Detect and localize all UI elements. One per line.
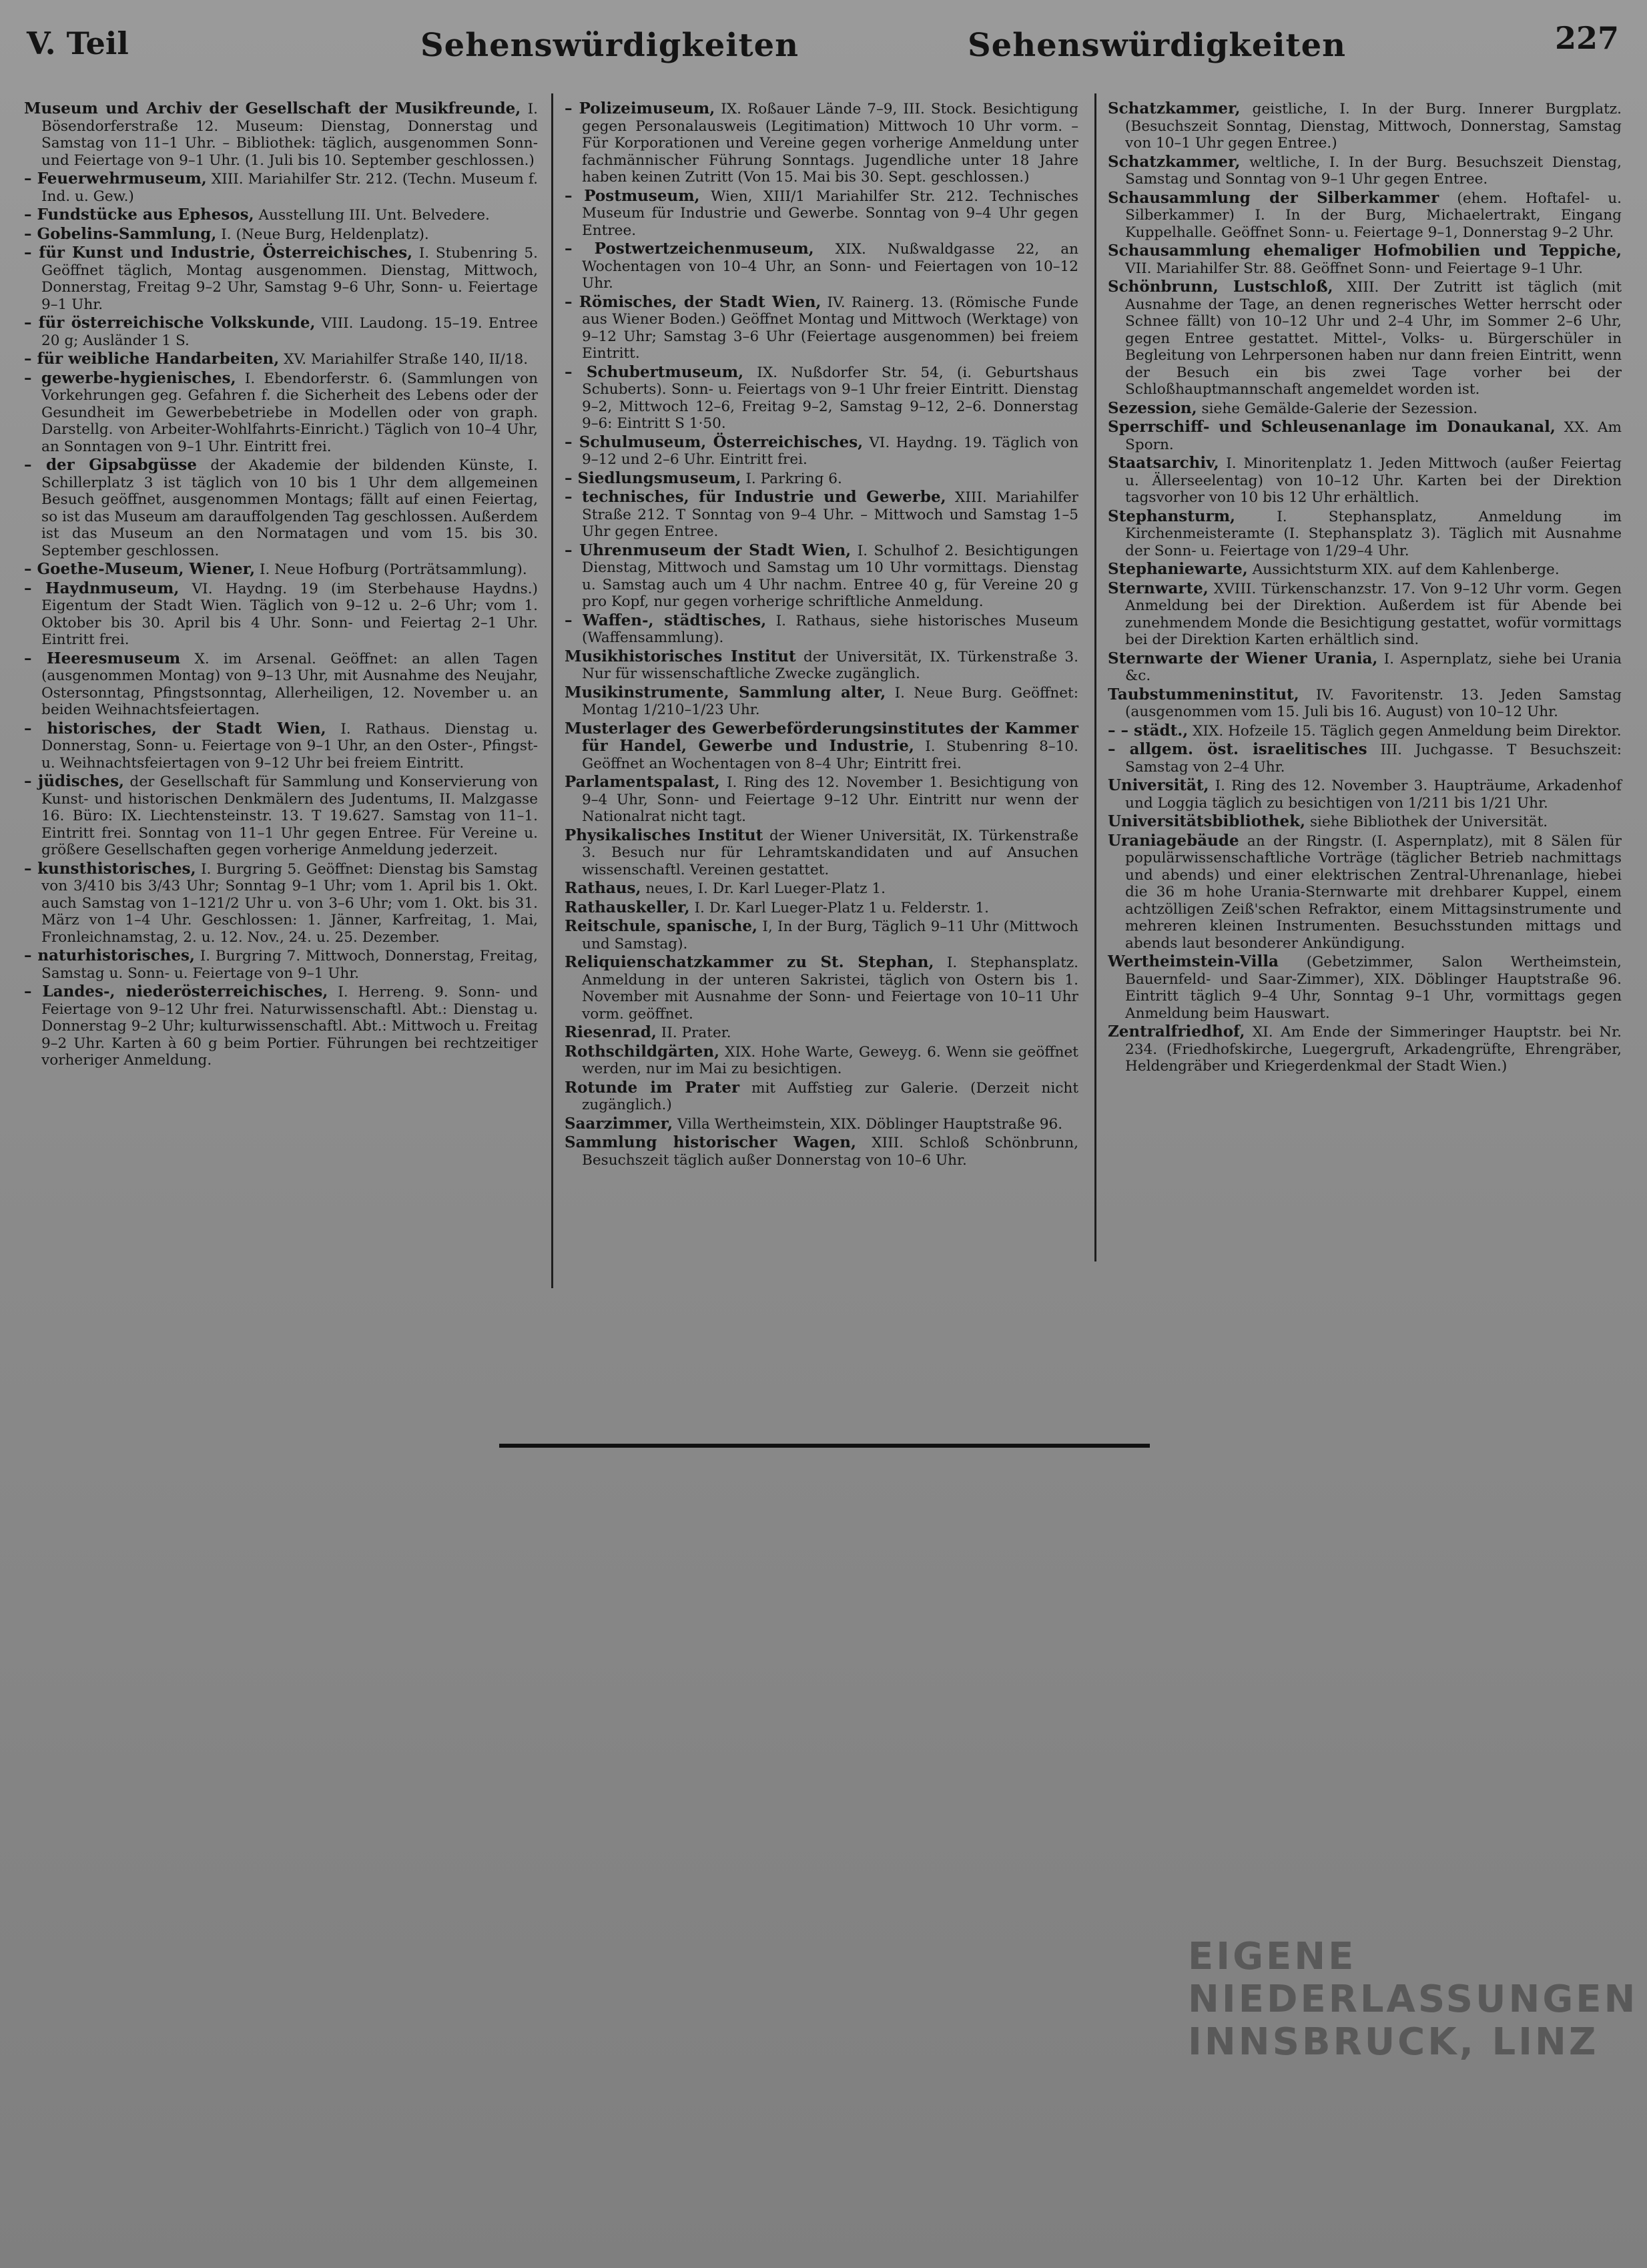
- entry-text: X. im Arsenal. Geöffnet: an allen Tagen (ausgenommen Montag) von 9–13 Uhr, mit Ausnahme des Neujahr, Ostersonntag, Pfingstsonntag, Allerheiligen, 12. November u. an beiden Weihnachtsfeiertagen.: [41, 650, 538, 718]
- entry-keyword: Parlamentspalast,: [565, 773, 720, 791]
- entry-text: I. Ring des 12. November 1. Besichtigung von 9–4 Uhr, Sonn- und Feiertage 9–12 Uhr. Eintritt nur wenn der Nationalrat nicht tagt.: [582, 774, 1078, 825]
- entry: [565, 294, 1078, 362]
- entry: [1108, 777, 1622, 812]
- entry-keyword: – Fundstücke aus Ephesos,: [24, 206, 254, 224]
- entry: [1108, 686, 1622, 721]
- column-divider-2: [1094, 93, 1096, 1261]
- entry-text: IV. Rainerg. 13. (Römische Funde aus Wiener Boden.) Geöffnet Montag und Mittwoch (Werktage) von 9–12 Uhr; Samstag 3–6 Uhr (Feiertage ausgenommen) bei freiem Eintritt.: [582, 294, 1078, 362]
- entry-text: neues, I. Dr. Karl Lueger-Platz 1.: [641, 880, 886, 897]
- entry-keyword: Reitschule, spanische,: [565, 917, 758, 935]
- entry-text: IX. Nußdorfer Str. 54, (i. Geburtshaus Schuberts). Sonn- u. Feiertags von 9–1 Uhr freier Eintritt. Dienstag 9–2, Mittwoch 12–6, Freitag 9–2, Samstag 9–12, 2–6. Donnerstag 9–6: Eintritt S 1·50.: [582, 364, 1078, 432]
- entry-keyword: Sezession,: [1108, 398, 1197, 417]
- entry-text: I. Rathaus, siehe historisches Museum (Waffensammlung).: [582, 612, 1078, 646]
- entry-text: siehe Bibliothek der Universität.: [1305, 814, 1548, 830]
- entry-text: siehe Gemälde-Galerie der Sezession.: [1197, 400, 1478, 417]
- entry-keyword: Musikhistorisches Institut: [565, 647, 796, 665]
- entry-text: I. Dr. Karl Lueger-Platz 1 u. Felderstr. 1.: [689, 899, 989, 916]
- entry-keyword: Rathaus,: [565, 879, 641, 897]
- entry-keyword: – historisches, der Stadt Wien,: [24, 719, 326, 738]
- entry-text: VI. Haydng. 19 (im Sterbehause Haydns.) Eigentum der Stadt Wien. Täglich von 9–12 u. 2–6 Uhr; vom 1. Oktober bis 30. April bis 4 Uhr. Sonn- und Feiertag 2–1 Uhr. Eintritt frei.: [41, 580, 538, 648]
- entry: [1108, 242, 1622, 277]
- entry-text: I. Neue Burg. Geöffnet: Montag 1/210–1/23 Uhr.: [582, 684, 1078, 718]
- entry-text: I. Schulhof 2. Besichtigungen Dienstag, Mittwoch und Samstag um 10 Uhr vormittags. Dienstag u. Samstag auch um 4 Uhr nachm. Entree 40 g, für Vereine 20 g pro Kopf, nur gegen vorherige schriftliche Anmeldung.: [582, 542, 1079, 610]
- entry-text: XIX. Hofzeile 15. Täglich gegen Anmeldung beim Direktor.: [1188, 722, 1622, 740]
- entry-text: I. Minoritenplatz 1. Jeden Mittwoch (außer Feiertag u. Ällerseelentag) von 10–12 Uhr. Karten bei der Direktion tagsvorher von 10 bis 12 Uhr erhältlich.: [1125, 455, 1622, 506]
- entry: [1108, 154, 1622, 188]
- entry-text: der Universität, IX. Türkenstraße 3. Nur für wissenschaftliche Zwecke zugänglich.: [582, 648, 1078, 682]
- entry: [565, 774, 1078, 826]
- entry-keyword: Rotunde im Prater: [565, 1078, 740, 1097]
- entry: [24, 947, 538, 982]
- entry-text: I. Bösendorferstraße 12. Museum: Dienstag, Donnerstag und Samstag von 11–1 Uhr. – Bibliothek: täglich, ausgenommen Sonn- und Feiertage von 9–1 Uhr. (1. Juli bis 10. September geschlossen.): [41, 101, 538, 169]
- entry-keyword: Staatsarchiv,: [1108, 454, 1219, 472]
- entry-keyword: – Waffen-, städtisches,: [565, 611, 767, 629]
- entry: [1108, 278, 1622, 398]
- entry-keyword: – Siedlungsmuseum,: [565, 469, 741, 487]
- entry-text: I. Neue Hofburg (Porträtsammlung).: [255, 561, 527, 578]
- entry-keyword: Physikalisches Institut: [565, 826, 763, 844]
- entry: [24, 561, 538, 579]
- entry-text: I. Stephansplatz, Anmeldung im Kirchenmeisteramte (I. Stephansplatz 3). Täglich mit Ausnahme der Sonn- u. Feiertage von 1/29–4 Uhr.: [1125, 508, 1622, 559]
- entry-keyword: Schausammlung ehemaliger Hofmobilien und Teppiche,: [1108, 242, 1622, 260]
- entry-text: II. Prater.: [656, 1025, 731, 1041]
- entry-text: XV. Mariahilfer Straße 140, II/18.: [279, 351, 529, 368]
- entry-keyword: Sternwarte der Wiener Urania,: [1108, 649, 1378, 667]
- entry-keyword: Stephaniewarte,: [1108, 560, 1248, 578]
- entry-text: Villa Wertheimstein, XIX. Döblinger Hauptstraße 96.: [673, 1115, 1063, 1133]
- entry-keyword: Uraniagebäude: [1108, 831, 1239, 850]
- entry-text: an der Ringstr. (I. Aspernplatz), mit 8 Sälen für populärwissenschaftliche Vorträge (täglicher Betrieb nachmittags und abends) und einer elektrischen Zentral-Uhrenanlage, hiebei die 36 m hohe Urania-Sternwarte mit drehbarer Kuppel, einem achtzölligen Zeiß'schen Refraktor, einem Mittagsinstrumente und mehreren kleinen Instrumenten. Besuchsstunden mittags und abends laut besonderer Ankündigung.: [1125, 832, 1622, 952]
- entry: [24, 650, 538, 719]
- entry-keyword: – Polizeimuseum,: [565, 99, 715, 117]
- entry: [1108, 832, 1622, 952]
- entry-keyword: Universitätsbibliothek,: [1108, 812, 1306, 830]
- entry-keyword: – technisches, für Industrie und Gewerbe,: [565, 488, 946, 506]
- entry: [565, 470, 1078, 488]
- entry-text: XIII. Mariahilfer Str. 212. (Techn. Museum f. Ind. u. Gew.): [41, 171, 538, 205]
- entry: [565, 684, 1078, 719]
- entry-text: der Wiener Universität, IX. Türkenstraße 3. Besuch nur für Lehramtskandidaten und auf Ansuchen wissenschaftl. Vereinen gestattet.: [582, 827, 1078, 878]
- entry: [1108, 508, 1622, 560]
- entry-keyword: Museum und Archiv der Gesellschaft der Musikfreunde,: [24, 99, 521, 117]
- entry-keyword: Wertheimstein-Villa: [1108, 952, 1279, 970]
- entry-keyword: Universität,: [1108, 776, 1209, 794]
- entry-keyword: Rathauskeller,: [565, 898, 690, 916]
- entry-keyword: Schatzkammer,: [1108, 99, 1241, 117]
- entry-text: I. Parkring 6.: [741, 470, 842, 487]
- entry: [1108, 741, 1622, 776]
- entry-keyword: – Postmuseum,: [565, 186, 700, 205]
- entry-keyword: – – städt.,: [1108, 721, 1189, 740]
- entry-keyword: – für österreichische Volkskunde,: [24, 314, 316, 332]
- entry-text: I. Burgring 7. Mittwoch, Donnerstag, Freitag, Samstag u. Sonn- u. Feiertage von 9–1 Uhr.: [41, 948, 538, 982]
- entry-keyword: – für weibliche Handarbeiten,: [24, 350, 280, 368]
- entry: [24, 314, 538, 349]
- running-title-left: Sehenswürdigkeiten: [420, 27, 799, 64]
- entry-keyword: – Römisches, der Stadt Wien,: [565, 292, 821, 311]
- entry-keyword: Riesenrad,: [565, 1023, 657, 1041]
- entry-text: mit Auffstieg zur Galerie. (Derzeit nicht zugänglich.): [582, 1079, 1078, 1113]
- entry-keyword: – kunsthistorisches,: [24, 859, 196, 878]
- entry: [1108, 580, 1622, 649]
- page-number: 227: [1555, 20, 1620, 56]
- entry-text: XVIII. Türkenschanzstr. 17. Von 9–12 Uhr vorm. Gegen Anmeldung bei der Direktion. Außerdem ist für Abende bei zunehmendem Monde die Besichtigung gestattet, wofür vormittags bei der Direktion Karten erhältlich sind.: [1125, 580, 1622, 648]
- entry: [565, 1079, 1078, 1114]
- entry: [565, 648, 1078, 683]
- part-label: V. Teil: [27, 25, 129, 61]
- entry-text: (ehem. Hoftafel- u. Silberkammer) I. In der Burg, Michaelertrakt, Eingang Kuppelhalle. Geöffnet Sonn- u. Feiertage 9–1, Donnerstag 9–2 Uhr.: [1125, 190, 1622, 241]
- entry: [24, 350, 538, 368]
- entry-keyword: – der Gipsabgüsse: [24, 456, 197, 474]
- entry: [1108, 813, 1622, 831]
- entry: [24, 226, 538, 244]
- entry-keyword: – Haydnmuseum,: [24, 579, 180, 597]
- entry-keyword: Sternwarte,: [1108, 579, 1209, 597]
- entry: [565, 364, 1078, 433]
- column-divider-1: [551, 93, 553, 1288]
- entry: [1108, 455, 1622, 507]
- entry-keyword: – naturhistorisches,: [24, 946, 195, 964]
- entry: [1108, 953, 1622, 1022]
- entry: [565, 1024, 1078, 1042]
- entry: [565, 434, 1078, 469]
- entry: [24, 370, 538, 456]
- entry-text: IX. Roßauer Lände 7–9, III. Stock. Besichtigung gegen Personalausweis (Legitimation) Mittwoch 10 Uhr vorm. – Für Korporationen und Vereine gegen vorherige Anmeldung unter fachmännischer Führung Sonntags. Jugendliche unter 18 Jahre haben keinen Zutritt (Von 15. Mai bis 30. Sept. geschlossen.): [582, 101, 1079, 186]
- entry-keyword: Sperrschiff- und Schleusenanlage im Donaukanal,: [1108, 418, 1556, 436]
- entry-keyword: – Feuerwehrmuseum,: [24, 170, 207, 188]
- entry-text: I. (Neue Burg, Heldenplatz).: [216, 226, 429, 243]
- entry: [565, 827, 1078, 879]
- entry: [24, 580, 538, 649]
- running-title-right: Sehenswürdigkeiten: [968, 27, 1347, 64]
- entry-text: XI. Am Ende der Simmeringer Hauptstr. bei Nr. 234. (Friedhofskirche, Luegergruft, Arkadengrüfte, Ehrengräber, Heldengräber und Kriegerdenkmal der Stadt Wien.): [1125, 1024, 1622, 1075]
- column-1: [24, 100, 538, 1071]
- entry-keyword: – Schulmuseum, Österreichisches,: [565, 433, 864, 451]
- entry: [1108, 1023, 1622, 1075]
- entry-keyword: Musikinstrumente, Sammlung alter,: [565, 683, 886, 701]
- page-header: [0, 20, 1647, 67]
- entry-text: XIII. Mariahilfer Straße 212. T Sonntag von 9–4 Uhr. – Mittwoch und Samstag 1–5 Uhr gegen Entree.: [582, 489, 1078, 540]
- entry: [1108, 190, 1622, 242]
- entry: [565, 188, 1078, 240]
- entry-text: Wien, XIII/1 Mariahilfer Str. 212. Technisches Museum für Industrie und Gewerbe. Sonntag von 9–4 Uhr gegen Entree.: [582, 188, 1078, 239]
- entry: [565, 880, 1078, 898]
- entry: [24, 983, 538, 1069]
- entry-keyword: Saarzimmer,: [565, 1114, 673, 1133]
- entry-keyword: – Uhrenmuseum der Stadt Wien,: [565, 541, 852, 559]
- entry-keyword: Zentralfriedhof,: [1108, 1023, 1245, 1041]
- entry-keyword: – jüdisches,: [24, 772, 125, 790]
- entry-text: III. Juchgasse. T Besuchszeit: Samstag von 2–4 Uhr.: [1125, 742, 1622, 776]
- entry: [565, 954, 1078, 1023]
- entry-keyword: – für Kunst und Industrie, Österreichisches,: [24, 244, 413, 262]
- entry-keyword: Rothschildgärten,: [565, 1042, 720, 1061]
- entry: [565, 1043, 1078, 1078]
- entry-text: XIII. Der Zutritt ist täglich (mit Ausnahme der Tage, an denen regnerisches Wetter herrscht oder Schnee fällt) von 10–12 Uhr und 2–4 Uhr, im Sommer 2–6 Uhr, gegen Entree gestattet. Mittel-, Volks- u. Bürgerschüler in Begleitung von Lehrpersonen haben nur dann freien Eintritt, wenn der Besuch ein bis zwei Tage vorher bei der Schloßhauptmannschaft angemeldet worden ist.: [1125, 279, 1622, 398]
- section-rule: [499, 1444, 1150, 1448]
- entry: [1108, 418, 1622, 453]
- entry-text: geistliche, I. In der Burg. Innerer Burgplatz. (Besuchszeit Sonntag, Dienstag, Mittwoch, Donnerstag, Samstag von 10–1 Uhr gegen Entree.): [1125, 101, 1622, 152]
- entry: [24, 720, 538, 772]
- column-3: [1108, 100, 1622, 1077]
- entry: [24, 244, 538, 313]
- entry: [565, 1115, 1078, 1133]
- column-2: [565, 100, 1078, 1170]
- entry-text: XX. Am Sporn.: [1125, 419, 1622, 453]
- entry-text: I. Ring des 12. November 3. Haupträume, Arkadenhof und Loggia täglich zu besichtigen von 1/211 bis 1/21 Uhr.: [1125, 778, 1622, 812]
- entry-text: Aussichtsturm XIX. auf dem Kahlenberge.: [1247, 561, 1560, 578]
- entry-text: der Gesellschaft für Sammlung und Konservierung von Kunst- und historischen Denkmälern des Judentums, II. Malzgasse 16. Büro: IX. Liechtensteinstr. 13. T 19.627. Samstag von 11–1. Eintritt frei. Sonntag von 11–1 Uhr gegen Entree. Für Vereine u. größere Gesellschaften gegen vorherige Anmeldung jederzeit.: [41, 774, 539, 858]
- entry-text: IV. Favoritenstr. 13. Jeden Samstag (ausgenommen vom 15. Juli bis 16. August) von 10–12 Uhr.: [1125, 686, 1622, 720]
- entry-text: I. Rathaus. Dienstag u. Donnerstag, Sonn- u. Feiertage von 9–1 Uhr, an den Oster-, Pfingst- u. Weihnachtsfeiertagen von 9–12 Uhr bei freiem Eintritt.: [41, 720, 538, 772]
- entry: [24, 773, 538, 859]
- entry-keyword: Schausammlung der Silberkammer: [1108, 188, 1439, 207]
- entry-text: I. Herreng. 9. Sonn- und Feiertage von 9–12 Uhr frei. Naturwissenschaftl. Abt.: Dienstag u. Donnerstag 9–2 Uhr; kulturwissenschaftl. Abt.: Mittwoch u. Freitag 9–2 Uhr. Karten à 60 g beim Portier. Führungen bei rechtzeitiger vorheriger Anmeldung.: [41, 984, 538, 1069]
- entry-text: (Gebetzimmer, Salon Wertheimstein, Bauernfeld- und Saar-Zimmer), XIX. Döblinger Hauptstraße 96. Eintritt täglich 9–4 Uhr, Sonntag 9–1 Uhr, vormittags gegen Anmeldung beim Hauswart.: [1125, 954, 1622, 1022]
- entry: [565, 100, 1078, 186]
- entry-text: I. Ebendorferstr. 6. (Sammlungen von Vorkehrungen geg. Gefahren f. die Sicherheit des Lebens oder der Gesundheit im Gewerbebetriebe in Modellen oder von graph. Darstellg. von Arbeiter-Wohlfahrts-Einricht.) Täglich von 10–4 Uhr, an Sonntagen von 9–1 Uhr. Eintritt frei.: [41, 370, 538, 455]
- entry-text: VII. Mariahilfer Str. 88. Geöffnet Sonn- und Feiertage 9–1 Uhr.: [1125, 260, 1584, 277]
- entry: [565, 899, 1078, 917]
- entry: [24, 100, 538, 169]
- entry-text: XIX. Nußwaldgasse 22, an Wochentagen von 10–4 Uhr, an Sonn- und Feiertagen von 10–12 Uhr.: [582, 241, 1079, 292]
- entry: [565, 1134, 1078, 1169]
- entry-keyword: Sammlung historischer Wagen,: [565, 1133, 856, 1151]
- entry: [1108, 561, 1622, 579]
- entry-keyword: – allgem. öst. israelitisches: [1108, 740, 1367, 758]
- entry-keyword: Schönbrunn, Lustschloß,: [1108, 278, 1333, 296]
- entry-keyword: Musterlager des Gewerbeförderungsinstitutes der Kammer für Handel, Gewerbe und Industrie,: [565, 719, 1078, 755]
- entry-text: I. Burgring 5. Geöffnet: Dienstag bis Samstag von 3/410 bis 3/43 Uhr; Sonntag 9–1 Uhr; vom 1. April bis 1. Okt. auch Samstag von 1–121/2 Uhr u. von 3–6 Uhr; vom 1. Okt. bis 31. März von 1–4 Uhr. Geschlossen: 1. Jänner, Karfreitag, 1. Mai, Fronleichnamstag, 2. u. 12. Nov., 24. u. 25. Dezember.: [41, 860, 538, 946]
- entry: [565, 240, 1078, 292]
- entry: [1108, 722, 1622, 740]
- entry-text: VI. Haydng. 19. Täglich von 9–12 und 2–6 Uhr. Eintritt frei.: [582, 434, 1079, 468]
- entry-text: I. Stubenring 5. Geöffnet täglich, Montag ausgenommen. Dienstag, Mittwoch, Donnerstag, Freitag 9–2 Uhr, Samstag 9–6 Uhr, Sonn- u. Feiertage 9–1 Uhr.: [41, 245, 538, 313]
- entry: [1108, 400, 1622, 418]
- entry-text: I. Stephansplatz. Anmeldung in der unteren Sakristei, täglich von Ostern bis 1. November mit Ausnahme der Sonn- und Feiertage von 10–11 Uhr vorm. geöffnet.: [582, 954, 1078, 1023]
- entry-keyword: – Postwertzeichenmuseum,: [565, 240, 814, 258]
- bleed-through-text: EIGENE NIEDERLASSUNGEN INNSBRUCK, LINZ: [1188, 1935, 1638, 2064]
- entry-text: XIII. Schloß Schönbrunn, Besuchszeit täglich außer Donnerstag von 10–6 Uhr.: [582, 1135, 1078, 1169]
- entry: [565, 918, 1078, 952]
- entry-text: XIX. Hohe Warte, Geweyg. 6. Wenn sie geöffnet werden, nur im Mai zu besichtigen.: [582, 1043, 1078, 1077]
- entry-keyword: Reliquienschatzkammer zu St. Stephan,: [565, 953, 934, 971]
- entry-keyword: – Schubertmuseum,: [565, 362, 744, 381]
- entry: [565, 489, 1078, 541]
- entry-keyword: – Goethe-Museum, Wiener,: [24, 560, 256, 578]
- entry: [1108, 650, 1622, 685]
- entry: [24, 860, 538, 946]
- entry: [1108, 100, 1622, 152]
- entry: [565, 542, 1078, 611]
- entry-keyword: – gewerbe-hygienisches,: [24, 368, 236, 387]
- entry-text: I. Stubenring 8–10. Geöffnet an Wochentagen von 8–4 Uhr; Eintritt frei.: [582, 738, 1078, 772]
- entry: [24, 457, 538, 559]
- entry-text: VIII. Laudong. 15–19. Entree 20 g; Ausländer 1 S.: [41, 315, 538, 349]
- entry-text: Ausstellung III. Unt. Belvedere.: [254, 207, 490, 224]
- entry-keyword: – Heeresmuseum: [24, 649, 181, 667]
- entry-keyword: – Gobelins-Sammlung,: [24, 224, 217, 243]
- entry: [24, 206, 538, 224]
- entry-text: der Akademie der bildenden Künste, I. Schillerplatz 3 ist täglich von 10 bis 1 Uhr dem allgemeinen Besuch geöffnet, ausgenommen Montags; fällt auf einen Feiertag, so ist das Museum am darauffolgenden Tag geschlossen. Außerdem ist das Museum an den Normatagen und vom 15. bis 30. September geschlossen.: [41, 457, 539, 559]
- entry-keyword: – Landes-, niederösterreichisches,: [24, 982, 328, 1001]
- entry-keyword: Schatzkammer,: [1108, 152, 1241, 171]
- entry-keyword: Taubstummeninstitut,: [1108, 685, 1299, 703]
- entry: [24, 170, 538, 205]
- entry: [565, 720, 1078, 773]
- entry-text: I. Aspernplatz, siehe bei Urania &c.: [1125, 650, 1622, 684]
- entry-text: I, In der Burg, Täglich 9–11 Uhr (Mittwoch und Samstag).: [582, 918, 1078, 952]
- entry-text: weltliche, I. In der Burg. Besuchszeit Dienstag, Samstag und Sonntag von 9–1 Uhr gegen Entree.: [1125, 154, 1622, 188]
- entry-keyword: Stephansturm,: [1108, 507, 1236, 525]
- entry: [565, 612, 1078, 647]
